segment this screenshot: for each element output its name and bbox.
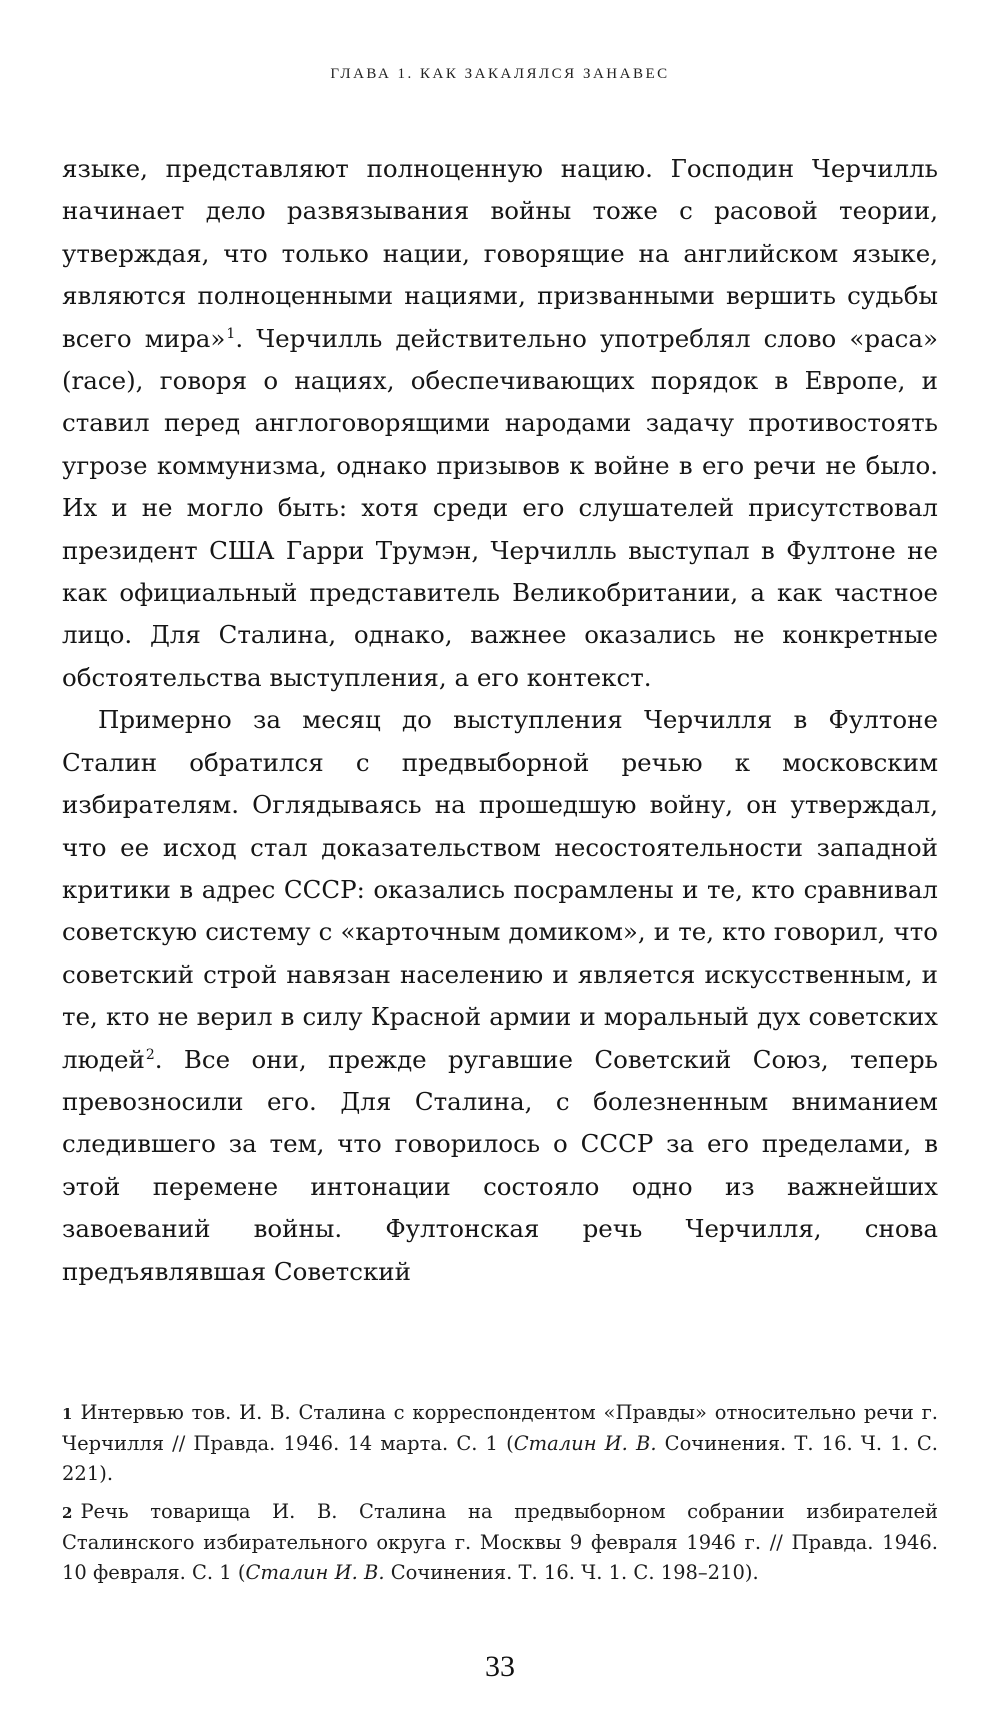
footnote-1: [62, 1398, 938, 1489]
footnote-text-cont: Сочинения. Т. 16. Ч. 1. С. 198–210).: [384, 1561, 759, 1584]
footnote-text: Речь товарища И. В. Сталина на предвыборном собрании избирателей Сталинского избирательного округа г. Москвы 9 февраля 1946 г. // Правда. 1946. 10 февраля. С. 1 (: [62, 1500, 938, 1584]
footnote-author: Сталин И. В.: [513, 1432, 657, 1455]
paragraph-1-text-cont: . Черчилль действительно употреблял слово «раса» (race), говоря о нациях, обеспечивающих порядок в Европе, и ставил перед англоговорящими народами задачу противостоять угрозе коммунизма, однако призывов к войне в его речи не было. Их и не могло быть: хотя среди его слушателей присутствовал президент США Гарри Трумэн, Черчилль выступал в Фултоне не как официальный представитель Великобритании, а как частное лицо. Для Сталина, однако, важнее оказались не конкретные обстоятельства выступления, а его контекст.: [62, 323, 938, 692]
footnotes: [62, 1398, 938, 1596]
footnote-ref-2[interactable]: 2: [145, 1046, 155, 1063]
page-number: 33: [485, 1650, 515, 1683]
paragraph-2-text: Примерно за месяц до выступления Черчилля в Фултоне Сталин обратился с предвыборной речью к московским избирателям. Оглядываясь на прошедшую войну, он утверждал, что ее исход стал доказательством несостоятельности западной критики в адрес СССР: оказались посрамлены и те, кто сравнивал советскую систему с «карточным домиком», и те, кто говорил, что советский строй навязан населению и является искусственным, и те, кто не верил в силу Красной армии и моральный дух советских людей: [62, 705, 938, 1074]
footnote-number: 1: [62, 1405, 73, 1423]
paragraph-2: [62, 699, 938, 1293]
footnote-ref-1[interactable]: 1: [226, 325, 236, 342]
main-text: [62, 148, 938, 1293]
footnote-author: Сталин И. В.: [245, 1561, 385, 1584]
paragraph-2-text-cont: . Все они, прежде ругавшие Советский Союз, теперь превозносили его. Для Сталина, с болезненным вниманием следившего за тем, что говорилось о СССР за его пределами, в этой перемене интонации состояло одно из важнейших завоеваний войны. Фултонская речь Черчилля, снова предъявлявшая Советский: [62, 1044, 938, 1286]
paragraph-1: [62, 148, 938, 699]
footnote-text-cont: Сочинения. Т. 16. Ч. 1. С. 221).: [62, 1432, 939, 1485]
running-head: ГЛАВА 1. КАК ЗАКАЛЯЛСЯ ЗАНАВЕС: [330, 66, 670, 82]
paragraph-1-text: языке, представляют полноценную нацию. Господин Черчилль начинает дело развязывания войны тоже с расовой теории, утверждая, что только нации, говорящие на английском языке, являются полноценными нациями, призванными вершить судьбы всего мира»: [62, 154, 938, 353]
footnote-number: 2: [62, 1504, 73, 1522]
footnote-text: Интервью тов. И. В. Сталина с корреспондентом «Правды» относительно речи г. Черчилля // Правда. 1946. 14 марта. С. 1 (: [62, 1401, 938, 1455]
footnote-2: [62, 1497, 938, 1588]
